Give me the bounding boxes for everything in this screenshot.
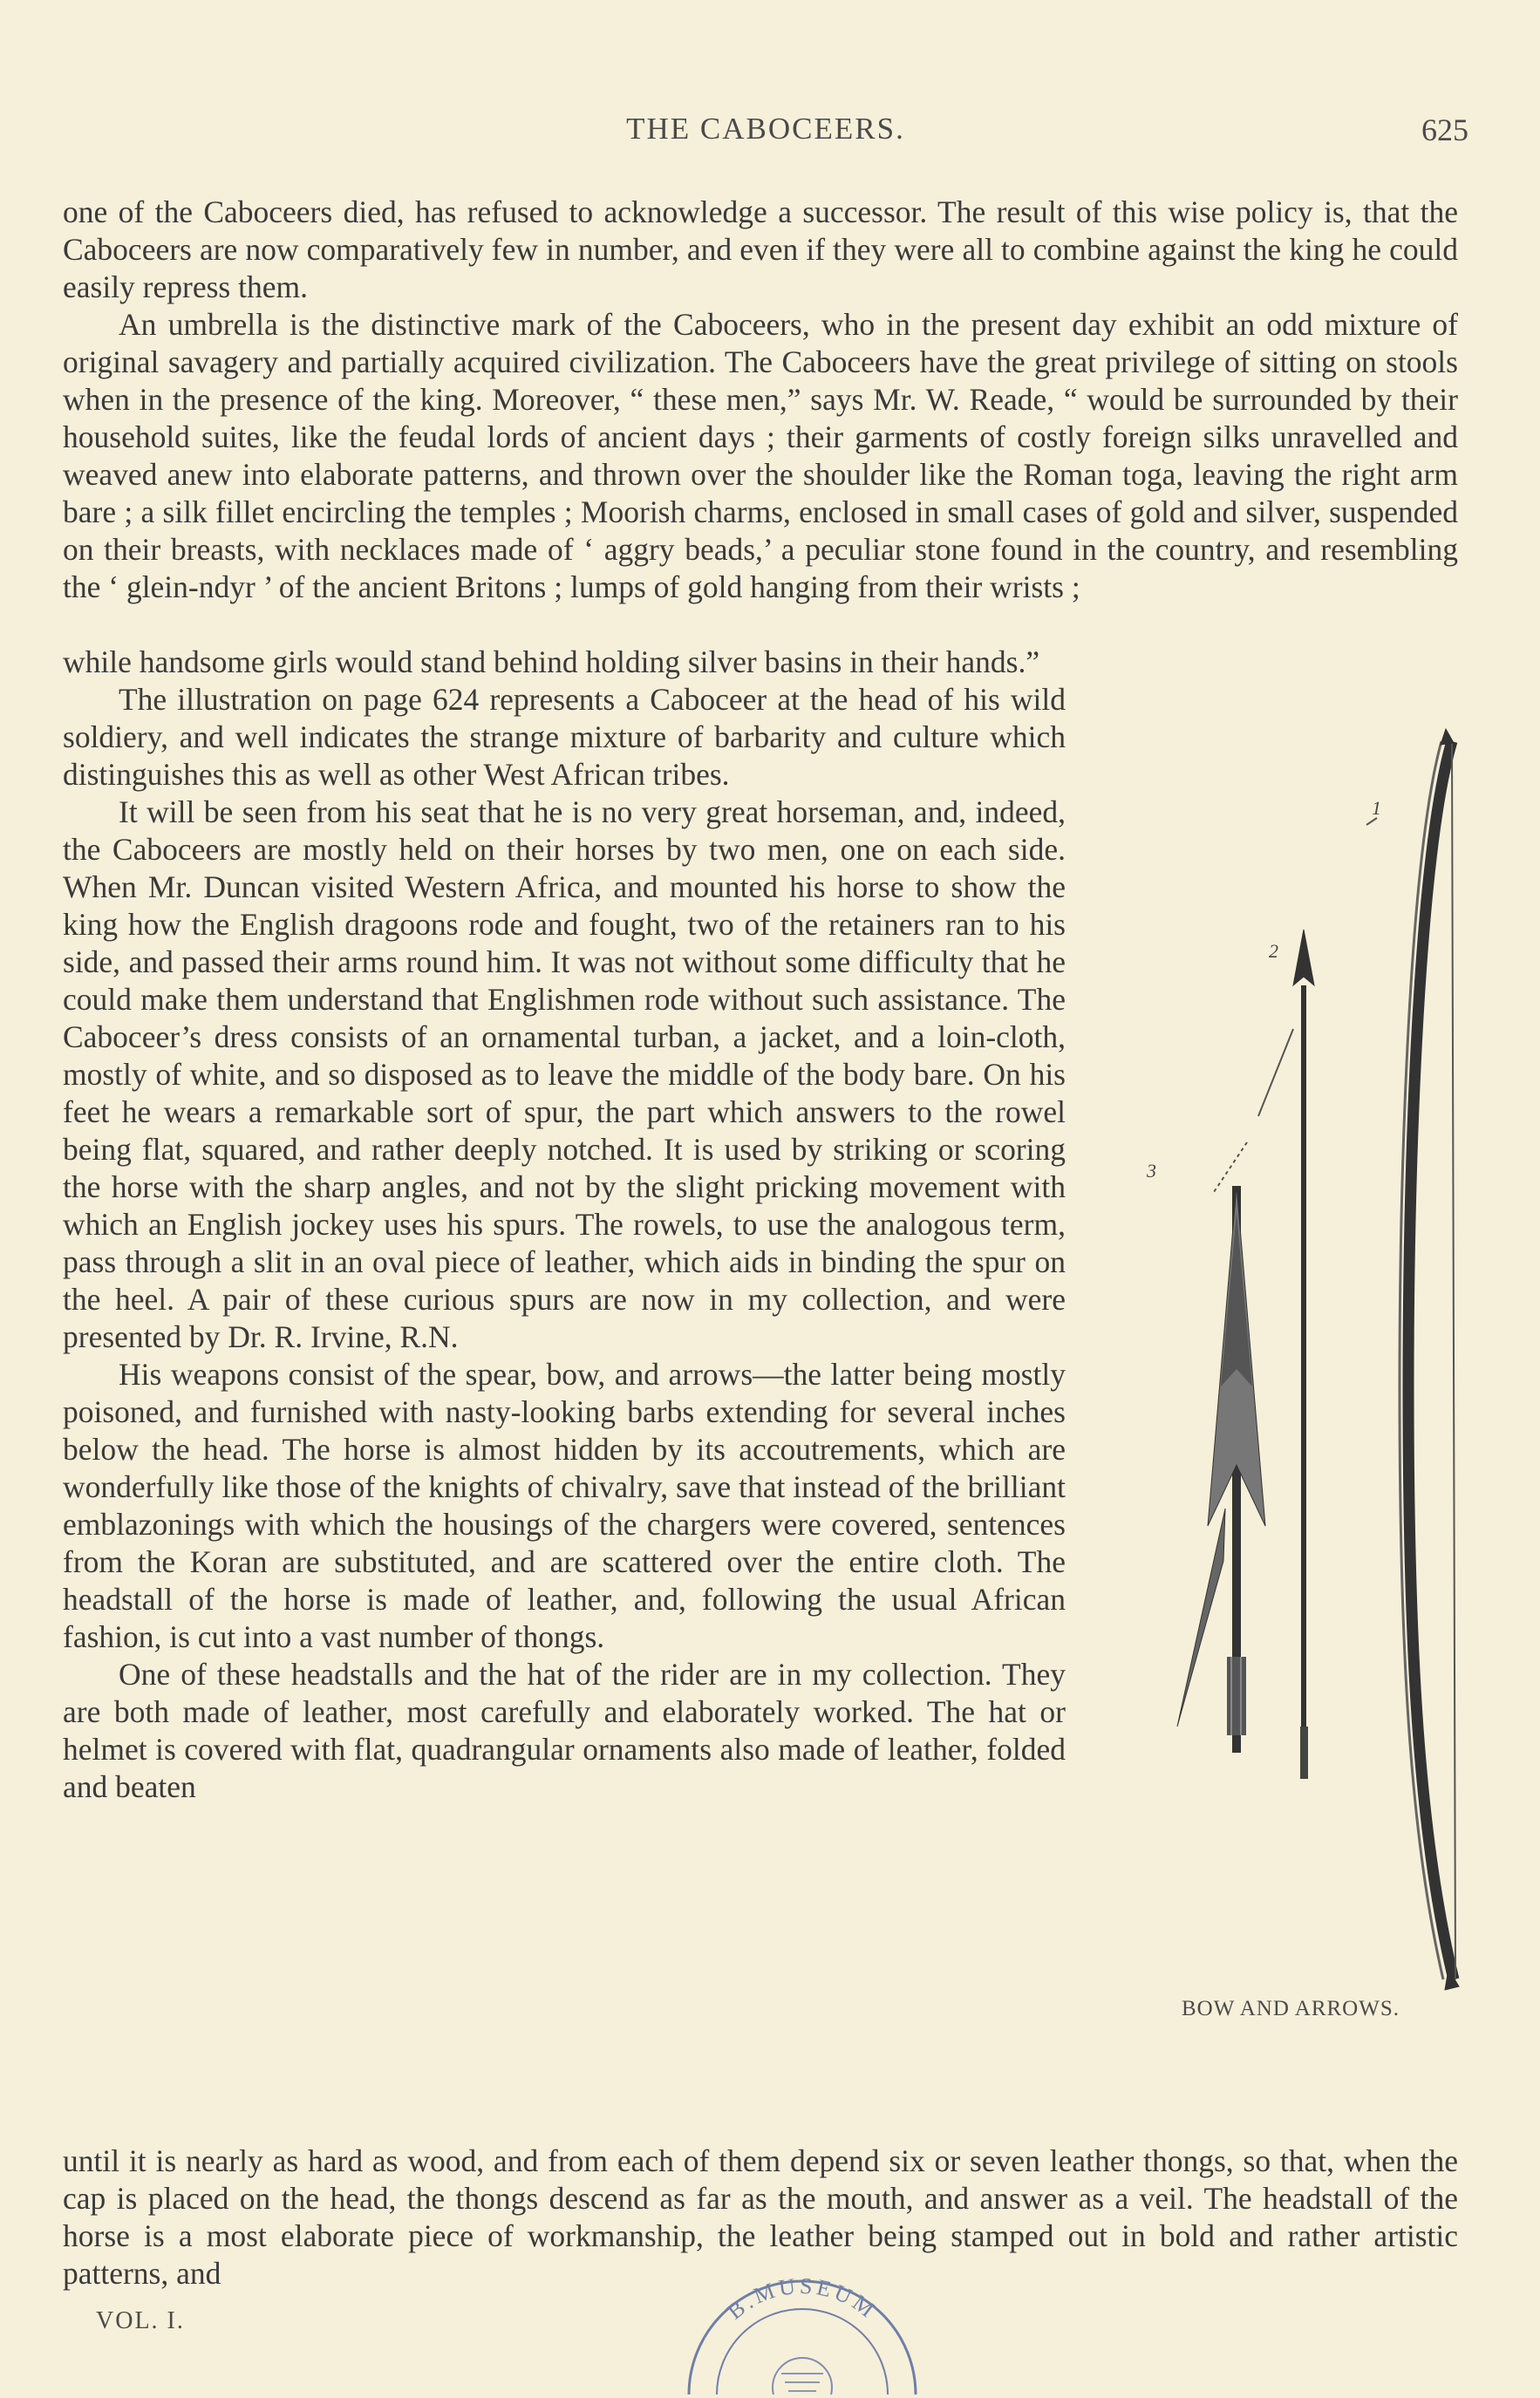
running-title: THE CABOCEERS. (626, 112, 905, 146)
page-header (63, 112, 1468, 155)
figure-label: 2 (1269, 940, 1278, 962)
paragraph: One of these headstalls and the hat of the rider are in my collection. They are both made of leather, most carefully and elaborately worked. The hat or helmet is covered with flat, quadrangular ornaments also made of leather, folded and beaten (63, 1657, 1066, 1804)
figure-label: 1 (1372, 797, 1381, 819)
bow-and-arrows-illustration (1094, 724, 1469, 1997)
text-block-wrapped (63, 644, 1066, 1806)
arrow-illustration (1293, 930, 1314, 1779)
bow-illustration (1400, 729, 1459, 1990)
paragraph: while handsome girls would stand behind holding silver basins in their hands.” (63, 644, 1040, 679)
spear-illustration (1177, 1186, 1265, 1753)
text-block-bottom (63, 2143, 1458, 2292)
paragraph: The illustration on page 624 represents a Caboceer at the head of his wild soldiery, and well indicates the strange mixture of barbarity and culture which distinguishes this as well as other West African tribes. (63, 682, 1066, 792)
page-number: 625 (1421, 112, 1468, 147)
paragraph: one of the Caboceers died, has refused to acknowledge a successor. The result of this wise policy is, that the Caboceers are now comparatively few in number, and even if they were all to combine against the king he could easily repress them. (63, 194, 1458, 304)
figure-label: 3 (1147, 1160, 1156, 1182)
text-block-top (63, 194, 1458, 606)
museum-stamp (671, 2276, 933, 2395)
paragraph: His weapons consist of the spear, bow, and arrows—the latter being mostly poisoned, and furnished with nasty-looking barbs extending for several inches below the head. The horse is almost hidden by its accoutrements, which are wonderfully like those of the knights of chivalry, save that instead of the brilliant emblazonings with which the housings of the chargers were covered, sentences from the Koran are substituted, and are scattered over the entire cloth. The headstall of the horse is made of leather, and, following the usual African fashion, is cut into a vast number of thongs. (63, 1357, 1066, 1654)
figure-caption: BOW AND ARROWS. (1182, 1997, 1400, 2020)
paragraph: It will be seen from his seat that he is no very great horseman, and, indeed, the Caboceers are mostly held on their horses by two men, one on each side. When Mr. Duncan visited Western Africa, and mounted his horse to show the king how the English dragoons rode and fought, two of the retainers ran to his side, and passed their arms round him. It was not without some difficulty that he could make them understand that Englishmen rode without such assistance. The Caboceer’s dress consists of an ornamental turban, a jacket, and a loin-cloth, mostly of white, and so disposed as to leave the middle of the body bare. On his feet he wears a remarkable sort of spur, the part which answers to the rowel being flat, squared, and rather deeply notched. It is used by striking or scoring the horse with the sharp angles, and not by the slight pricking movement with which an English jockey uses his spurs. The rowels, to use the analogous term, pass through a slit in an oval piece of leather, which aids in binding the spur on the heel. A pair of these curious spurs are now in my collection, and were presented by Dr. R. Irvine, R.N. (63, 794, 1066, 1354)
svg-text:B.MUSEUM (722, 2276, 882, 2325)
paragraph: until it is nearly as hard as wood, and from each of them depend six or seven leather thongs, so that, when the cap is placed on the head, the thongs descend as far as the mouth, and answer as a veil. The headstall of the horse is a most elaborate piece of workmanship, the leather being stamped out in bold and rather artistic patterns, and (63, 2143, 1458, 2291)
stamp-text: B.MUSEUM (722, 2276, 882, 2325)
volume-signature: VOL. I. (96, 2307, 185, 2334)
paragraph: An umbrella is the distinctive mark of the Caboceers, who in the present day exhibit an odd mixture of original savagery and partially acquired civilization. The Caboceers have the great privilege of sitting on stools when in the presence of the king. Moreover, “ these men,” says Mr. W. Reade, “ would be surrounded by their household suites, like the feudal lords of ancient days ; their garments of costly foreign silks unravelled and weaved anew into elaborate patterns, and thrown over the shoulder like the Roman toga, leaving the right arm bare ; a silk fillet encircling the temples ; Moorish charms, enclosed in small cases of gold and silver, suspended on their breasts, with necklaces made of ‘ aggry beads,’ a peculiar stone found in the country, and resembling the ‘ glein-ndyr ’ of the ancient Britons ; lumps of gold hanging from their wrists ; (63, 307, 1458, 604)
